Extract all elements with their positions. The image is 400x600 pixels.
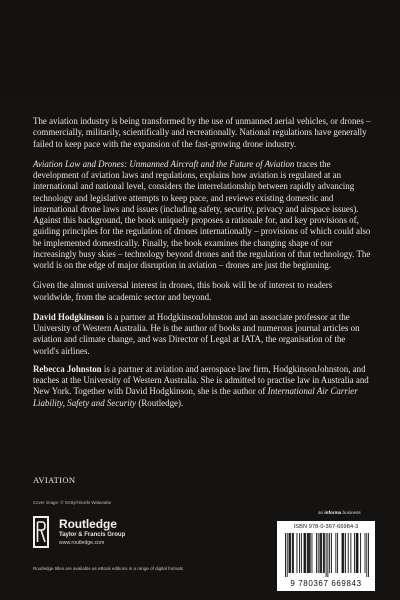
barcode-bar bbox=[299, 533, 300, 573]
barcode-bar bbox=[323, 533, 324, 573]
barcode-bar bbox=[309, 533, 310, 573]
barcode-bar bbox=[331, 533, 332, 573]
publisher-logo bbox=[33, 516, 173, 550]
barcode-bar bbox=[356, 533, 357, 573]
barcode-bar bbox=[287, 533, 288, 577]
author-1-name: David Hodgkinson bbox=[33, 311, 105, 322]
cover-image-credit: Cover image: © Getty/Hiroshi Watanabe bbox=[33, 500, 112, 505]
barcode-bar bbox=[305, 533, 306, 573]
isbn-text: ISBN 978-0-367-66984-3 bbox=[293, 524, 359, 530]
routledge-emblem-icon bbox=[33, 516, 49, 548]
informa-suffix: business bbox=[341, 510, 361, 515]
barcode-bar bbox=[320, 533, 321, 573]
barcode-bar bbox=[293, 533, 294, 573]
barcode-bar bbox=[345, 533, 346, 573]
publisher-url: www.routledge.com bbox=[59, 540, 105, 546]
barcode-icon bbox=[285, 533, 369, 577]
barcode-bar bbox=[318, 533, 319, 573]
barcode-bar bbox=[368, 533, 369, 577]
barcode-bar bbox=[285, 533, 286, 577]
barcode-bar bbox=[316, 533, 317, 573]
publisher-name: Routledge bbox=[59, 517, 117, 531]
barcode-bar bbox=[342, 533, 343, 573]
barcode-bar bbox=[312, 533, 313, 573]
barcode-bar bbox=[329, 533, 330, 573]
description-paragraph-1: The aviation industry is being transformed by the use of unmanned aerial vehicles, or drones – commercially, militarily, scientifically and recreationally. National regulations have generally failed to keep pace with the expansion of the fast-growing drone industry. bbox=[33, 116, 371, 149]
barcode-bar bbox=[321, 533, 322, 573]
barcode-bar bbox=[350, 533, 351, 573]
back-cover-text bbox=[33, 116, 373, 416]
subject-category: AVIATION bbox=[33, 475, 76, 485]
barcode-bar bbox=[354, 533, 355, 573]
ebook-note: Routledge titles are available as eBook editions in a range of digital formats bbox=[33, 566, 184, 571]
author-1-bio-text: is a partner at HodgkinsonJohnston and an associate professor at the University of Western Australia. He is the author of books and numerous journal articles on aviation and climate change, and was Director of Legal at IATA, the organisation of the world's airlines. bbox=[33, 311, 360, 356]
barcode-bar bbox=[366, 533, 367, 577]
author-2-name: Rebecca Johnston bbox=[33, 363, 102, 374]
informa-prefix: an bbox=[318, 510, 325, 515]
book-title: Aviation Law and Drones: Unmanned Aircraft and the Future of Aviation bbox=[33, 158, 295, 169]
barcode-bar bbox=[310, 533, 311, 573]
barcode-bar bbox=[360, 533, 361, 573]
barcode-bar bbox=[357, 533, 358, 573]
barcode-bar bbox=[327, 533, 328, 577]
description-paragraph-2-text: traces the development of aviation laws and regulations, explains how aviation is regulated at an international and national level, considers the interrelationship between rapidly advancing technology and legislative attempts to keep pace, and reviews existing domestic and international drone laws and issues (including safety, security, privacy and airspace issues). Against this background, the book uniquely proposes a rationale for, and key provisions of, guiding principles for the regulation of drones internationally – provisions of which could also be implemented domestically. Finally, the book examines the changing shape of our increasingly busy skies – technology beyond drones and the regulation of that technology. The world is on the edge of major disruption in aviation – drones are just the beginning. bbox=[33, 158, 371, 270]
barcode-box bbox=[277, 521, 375, 591]
description-paragraph-2 bbox=[33, 159, 373, 272]
barcode-bar bbox=[290, 533, 291, 573]
barcode-bar bbox=[326, 533, 327, 577]
barcode-bar bbox=[342, 533, 343, 573]
barcode-bar bbox=[324, 533, 325, 573]
informa-business-mark bbox=[318, 510, 361, 515]
barcode-number: 9 780367 669843 bbox=[290, 579, 362, 588]
barcode-bar bbox=[348, 533, 349, 573]
barcode-bar bbox=[304, 533, 305, 573]
barcode-bar bbox=[337, 533, 338, 573]
barcode-bar bbox=[319, 533, 320, 573]
barcode-bar bbox=[308, 533, 309, 573]
author-2-bio-text: is a partner at aviation and aerospace law firm, HodgkinsonJohnston, and teaches at the University of Western Australia. She is admitted to practise law in Australia and New York. Together with David Hodgkinson, she is the author of bbox=[33, 363, 369, 397]
barcode-bar bbox=[343, 533, 344, 573]
author-2-book-title: International Air Carrier Liability, Safety and Security bbox=[33, 386, 358, 408]
barcode-bar bbox=[301, 533, 302, 573]
barcode-bar bbox=[304, 533, 305, 573]
author-2-bio-end: (Routledge). bbox=[136, 397, 184, 408]
description-paragraph-3: Given the almost universal interest in drones, this book will be of interest to readers worldwide, from the academic sector and beyond. bbox=[33, 280, 333, 302]
barcode-bar bbox=[365, 533, 366, 573]
cover-photo-area bbox=[0, 0, 400, 98]
barcode-bar bbox=[296, 533, 297, 573]
barcode-bar bbox=[307, 533, 308, 573]
barcode-bar bbox=[289, 533, 290, 573]
barcode-bar bbox=[358, 533, 359, 573]
barcode-bar bbox=[289, 533, 290, 573]
barcode-bar bbox=[292, 533, 293, 573]
author-bio-1 bbox=[33, 312, 373, 357]
barcode-bar bbox=[335, 533, 336, 573]
publisher-group: Taylor & Francis Group bbox=[59, 532, 126, 538]
author-bio-2 bbox=[33, 364, 373, 409]
informa-name: informa bbox=[324, 510, 342, 515]
